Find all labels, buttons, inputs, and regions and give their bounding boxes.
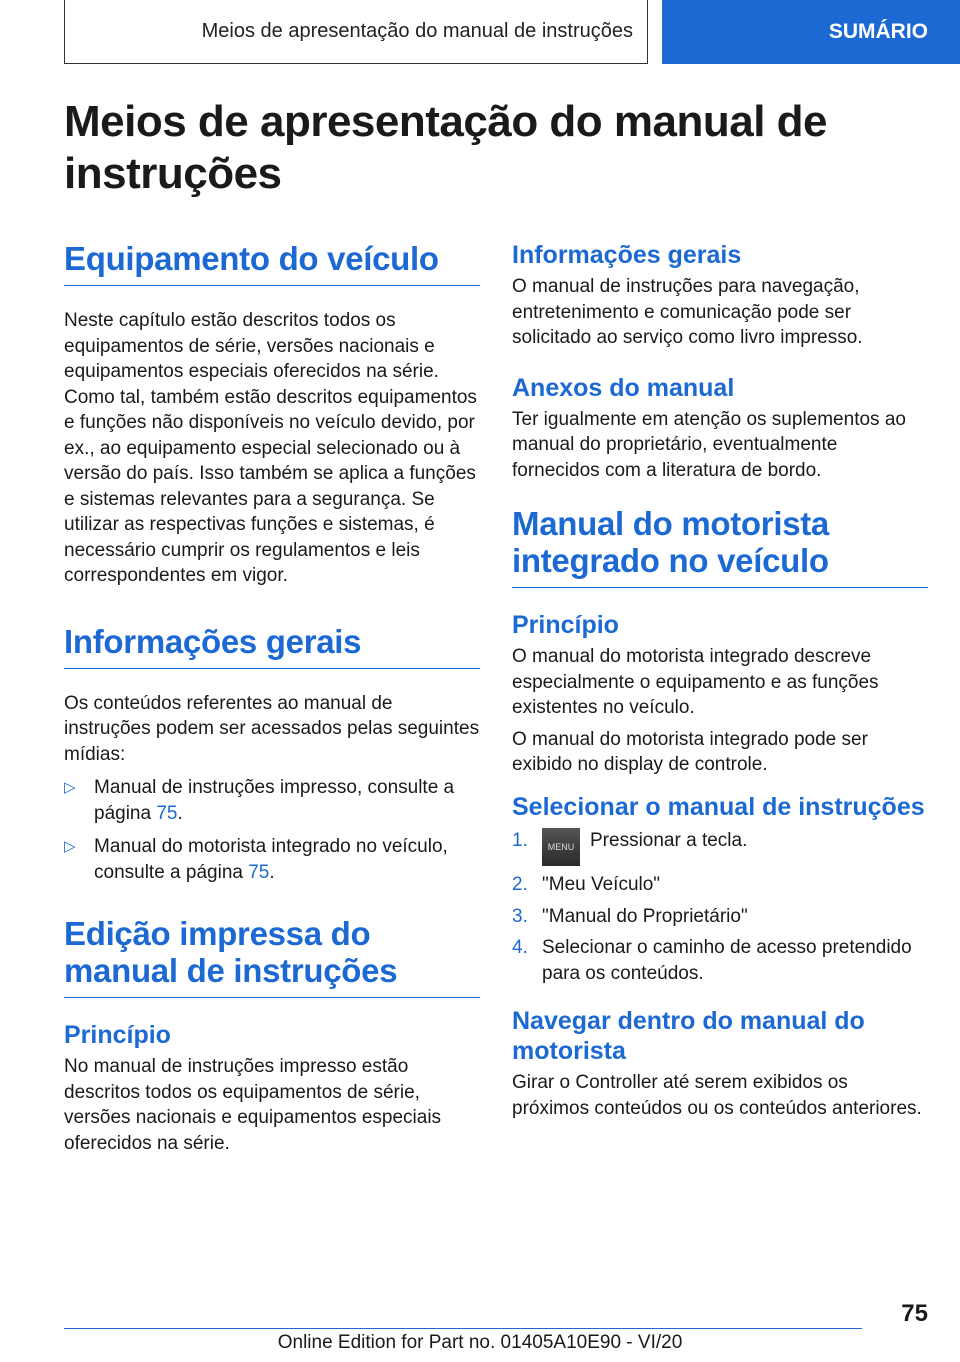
page-title: Meios de apresentação do manual de instruções — [64, 97, 828, 198]
heading-equipamento: Equipamento do veículo — [64, 240, 480, 286]
step-item — [512, 904, 928, 930]
header-section-title-text: Meios de apresentação do manual de instruções — [201, 20, 633, 42]
summary-button-label: SUMÁRIO — [828, 20, 928, 43]
paragraph-manual-integrado-2: O manual do motorista integrado pode ser exibido no display de controle. — [512, 728, 868, 775]
header-section-title — [64, 0, 648, 64]
menu-key-icon: MENU — [542, 828, 580, 866]
step-text: "Meu Veículo" — [542, 874, 661, 896]
list-item-end: . — [177, 802, 183, 824]
footer-divider — [64, 1328, 862, 1329]
footer-edition-text: Online Edition for Part no. 01405A10E90 - VI/20 — [277, 1332, 683, 1353]
left-column — [64, 240, 480, 1156]
triangle-bullet-icon: ▷ — [64, 838, 76, 855]
page-link[interactable]: 75 — [248, 861, 270, 883]
step-text: Selecionar o caminho de acesso pretendido para os conteúdos. — [542, 937, 912, 984]
step-number: 1. — [512, 829, 528, 851]
subheading-principio-right: Princípio — [512, 611, 619, 639]
media-list — [64, 775, 480, 885]
page-link[interactable]: 75 — [156, 802, 178, 824]
subheading-navegar: Navegar dentro do manual do motorista — [512, 1007, 865, 1066]
list-item-text: Manual do motorista integrado no veículo, consulte a página — [94, 836, 448, 883]
paragraph-manual-integrado-1: O manual do motorista integrado descreve especialmente o equipamento e as funções existentes no veículo. — [512, 646, 879, 718]
paragraph-edicao-impressa: No manual de instruções impresso estão descritos todos os equipamentos de série, versões nacionais e equipamentos especiais oferecidos na série. — [64, 1056, 442, 1154]
heading-manual-integrado: Manual do motorista integrado no veículo — [512, 505, 928, 588]
paragraph-informacoes-gerais-right: O manual de instruções para navegação, entretenimento e comunicação pode ser solicitado ao serviço como livro impresso. — [512, 276, 863, 348]
subheading-anexos: Anexos do manual — [512, 373, 735, 402]
step-item — [512, 935, 928, 986]
step-text: "Manual do Proprietário" — [542, 905, 748, 927]
subheading-informacoes-gerais: Informações gerais — [512, 241, 742, 269]
step-number: 2. — [512, 874, 528, 896]
step-item — [512, 828, 928, 867]
paragraph-informacoes-gerais: Os conteúdos referentes ao manual de instruções podem ser acessados pelas seguintes mídias: — [64, 692, 480, 765]
list-item-end: . — [269, 861, 275, 883]
subheading-selecionar: Selecionar o manual de instruções — [512, 792, 925, 821]
paragraph-navegar: Girar o Controller até serem exibidos os próximos conteúdos ou os conteúdos anteriores. — [512, 1072, 922, 1119]
subheading-principio: Princípio — [64, 1021, 171, 1049]
summary-button[interactable] — [662, 0, 960, 64]
list-item — [64, 834, 480, 885]
paragraph-equipamento: Neste capítulo estão descritos todos os equipamentos de série, versões nacionais e equipamentos especiais oferecidos na série. Como tal, também estão descritos equipamentos e funções não disponíveis no veículo devido, por ex., ao equipamento especial selecionado ou à versão do país. Isso também se aplica a funções e sistemas relevantes para a segurança. Se utilizar as respectivas funções e sistemas, é necessário cumprir os regulamentos e leis correspondentes em vigor. — [64, 310, 477, 586]
list-item — [64, 775, 480, 826]
list-item-text: Manual de instruções impresso, consulte a página — [94, 777, 455, 824]
right-column — [512, 240, 928, 1121]
heading-informacoes-gerais: Informações gerais — [64, 623, 480, 669]
step-number: 3. — [512, 905, 528, 927]
step-text: Pressionar a tecla. — [590, 829, 748, 851]
paragraph-anexos: Ter igualmente em atenção os suplementos ao manual do proprietário, eventualmente fornecidos com a literatura de bordo. — [512, 408, 906, 481]
step-item — [512, 872, 928, 898]
steps-list — [512, 828, 928, 987]
heading-edicao-impressa: Edição impressa do manual de instruções — [64, 915, 480, 998]
triangle-bullet-icon: ▷ — [64, 779, 76, 796]
page-number: 75 — [901, 1300, 928, 1327]
step-number: 4. — [512, 937, 528, 959]
